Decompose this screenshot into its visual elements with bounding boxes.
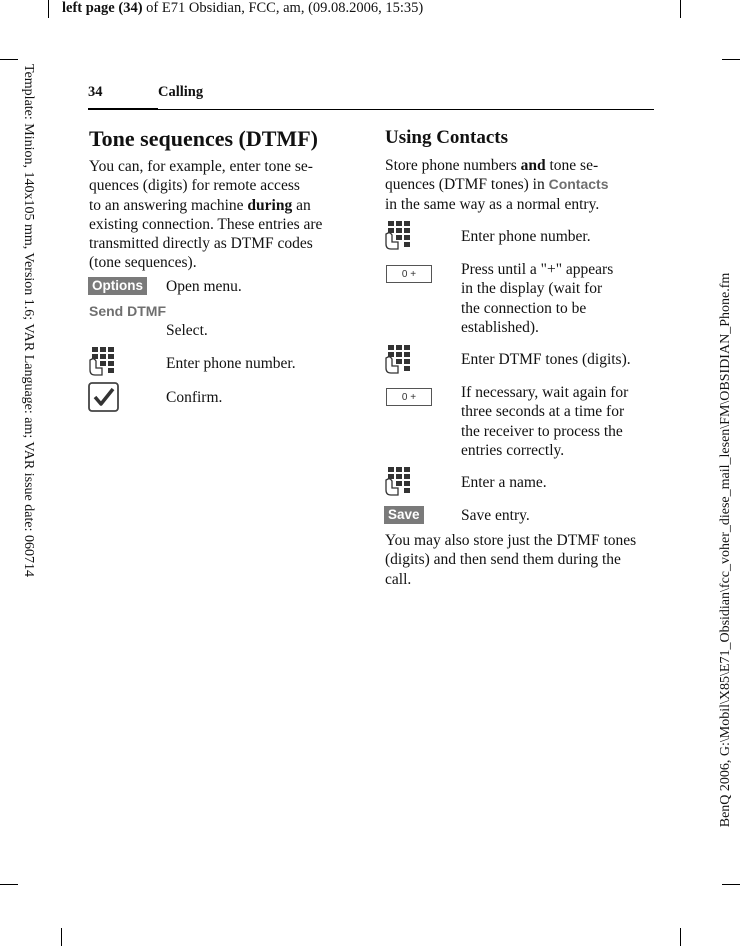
checkmark-icon <box>88 382 120 418</box>
crop-mark <box>722 59 740 60</box>
select-desc: Select. <box>166 322 208 339</box>
crop-mark <box>61 928 62 946</box>
options-desc: Open menu. <box>166 278 242 295</box>
crop-mark <box>48 0 49 18</box>
heading-tone-sequences: Tone sequences (DTMF) <box>89 126 318 151</box>
zero-plus-key-icon: 0 + <box>386 265 432 283</box>
heading-using-contacts: Using Contacts <box>385 127 508 148</box>
plus-step: Press until a "+" appears in the display (wait for the connection to be established). <box>461 261 614 336</box>
intro-paragraph: You can, for example, enter tone se- quences (digits) for remote access to an answering machine during an existing connection. These entries are transmitted directly as DTMF codes (tone sequences). <box>89 158 323 272</box>
page-number: 34 <box>88 84 103 100</box>
keypad-icon <box>384 466 418 501</box>
zero-plus-key-icon: 0 + <box>386 388 432 406</box>
crop-mark <box>0 59 18 60</box>
wait-step: If necessary, wait again for three seconds at a time for the receiver to process the entries correctly. <box>461 384 629 459</box>
dtmf-step: Enter DTMF tones (digits). <box>461 351 631 368</box>
keypad-icon <box>384 220 418 255</box>
contacts-outro: You may also store just the DTMF tones (digits) and then send them during the call. <box>385 532 637 588</box>
crop-mark <box>0 884 18 885</box>
section-title: Calling <box>158 84 204 100</box>
enter-number-step: Enter phone number. <box>461 228 591 245</box>
keypad-icon <box>384 344 418 379</box>
template-info: Template: Minion, 140x105 mm, Version 1.6; VAR Language: am; VAR issue date: 060714 <box>21 64 36 577</box>
running-head <box>88 84 203 101</box>
file-path-info: BenQ 2006, G:\Mobil\X85\E71_Obsidian\fcc_voher_diese_mail_lesen\FM\OBSIDIAN_Phone.fm <box>718 272 733 828</box>
header-rule <box>88 108 158 110</box>
send-dtmf-menu: Send DTMF <box>89 303 166 319</box>
options-softkey: Options <box>88 277 147 295</box>
contacts-intro: Store phone numbers and tone se- quences (DTMF tones) in Contacts in the same way as a normal entry. <box>385 157 609 213</box>
save-desc: Save entry. <box>461 507 530 524</box>
page-reference: left page (34) of E71 Obsidian, FCC, am, (09.08.2006, 15:35) <box>62 0 424 16</box>
enter-number-desc: Enter phone number. <box>166 355 296 372</box>
name-step: Enter a name. <box>461 474 547 491</box>
keypad-icon <box>88 346 122 381</box>
crop-mark <box>680 0 681 18</box>
header-rule <box>158 109 654 110</box>
save-softkey: Save <box>384 506 424 524</box>
crop-mark <box>680 928 681 946</box>
confirm-desc: Confirm. <box>166 389 223 406</box>
